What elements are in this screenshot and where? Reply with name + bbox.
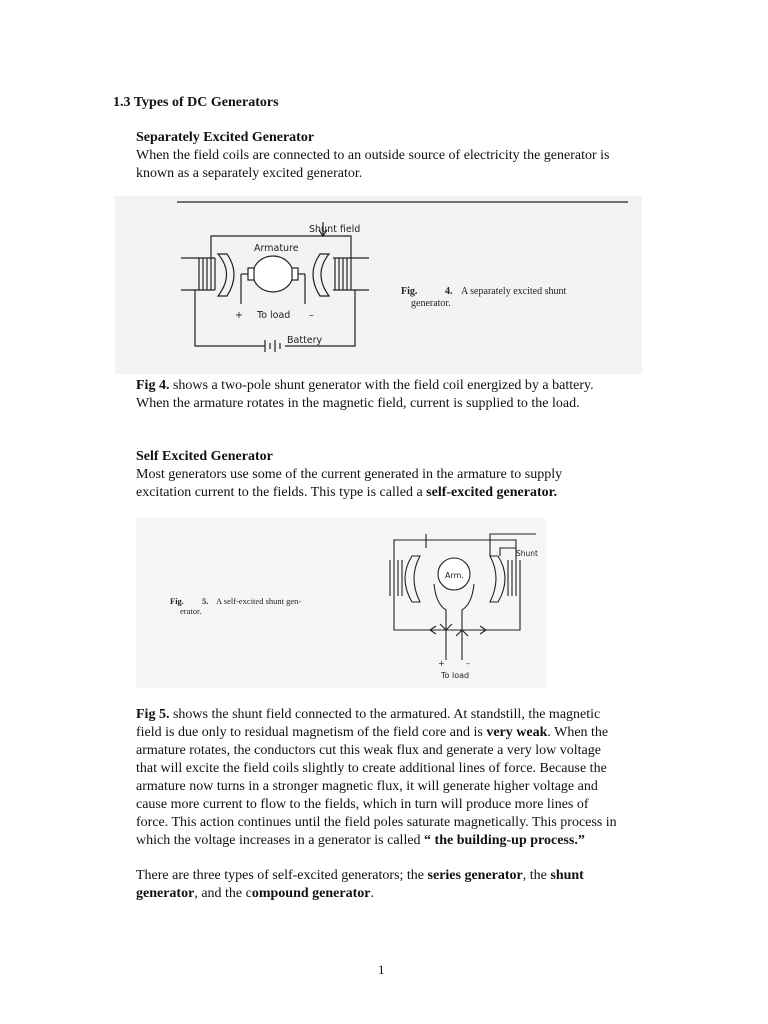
series-generator: series generator — [427, 868, 523, 883]
separately-excited-heading: Separately Excited Generator — [136, 130, 315, 145]
figure-4-separately-excited — [115, 196, 642, 374]
fig5-paragraph-line-7: force. This action continues until the field poles saturate magnetically. This process in — [136, 815, 617, 830]
fig5-paragraph-line-1 — [136, 706, 656, 724]
fig5-paragraph-line-5: armature now turns in a stronger magnetic flux, it will generate higher voltage and — [136, 779, 598, 794]
figure-5-caption-num: 5. — [202, 596, 209, 606]
separately-excited-text-1: When the field coils are connected to an outside source of electricity the generator is — [136, 148, 610, 163]
fig5-paragraph-line-4: that will excite the field coils slightly to create additional lines of force. Because the — [136, 761, 607, 776]
figure-5-caption-fig: Fig. — [170, 596, 184, 606]
minus-label-2: – — [466, 659, 470, 668]
fig5-line2-c: . When the — [547, 725, 609, 740]
types-l1-a: There are three types of self-excited generators; the — [136, 868, 428, 883]
plus-label-2: + — [438, 659, 445, 668]
minus-label: – — [309, 310, 314, 321]
types-l1-c: , the — [522, 868, 551, 883]
shunt-label: Shunt — [516, 549, 538, 558]
fig4-ref: Fig 4. — [136, 378, 170, 393]
shunt-field-label: Shunt field — [309, 224, 361, 235]
figure-4-caption-text: A separately excited shunt — [461, 286, 567, 297]
fig4-desc-text: shows a two-pole shunt generator with the field coil energized by a battery. — [169, 378, 594, 393]
shunt-word: shunt — [550, 868, 584, 883]
self-excited-text-1: Most generators use some of the current generated in the armature to supply — [136, 467, 563, 482]
armature-label: Armature — [254, 243, 299, 254]
figure-4-description-1 — [136, 377, 656, 395]
fig5-paragraph-line-3: armature rotates, the conductors cut this weak flux and generate a very low voltage — [136, 743, 601, 758]
figure-4-caption-fig: Fig. — [401, 286, 418, 297]
separately-excited-text-2: known as a separately excited generator. — [136, 166, 363, 181]
types-paragraph-line-1 — [136, 867, 656, 885]
generator-word: generator — [136, 886, 195, 901]
figure-5-caption-line2: erator. — [180, 606, 202, 616]
section-title: 1.3 Types of DC Generators — [113, 95, 279, 110]
page-number: 1 — [378, 962, 385, 977]
figure-4-caption-line2: generator. — [411, 298, 451, 309]
types-paragraph-line-2 — [136, 885, 656, 903]
fig5-line8-a: which the voltage increases in a generator is called — [136, 833, 425, 848]
self-excited-text-2a: excitation current to the fields. This type is called a — [136, 485, 427, 500]
arm-label: Arm. — [445, 571, 464, 580]
battery-label: Battery — [287, 335, 323, 346]
fig5-paragraph-line-2 — [136, 724, 656, 742]
fig5-line1-text: shows the shunt field connected to the armatured. At standstill, the magnetic — [169, 707, 601, 722]
building-up-process: “ the building-up process.” — [424, 833, 585, 848]
fig5-paragraph-line-6: cause more current to flow to the fields, which in turn will produce more lines of — [136, 797, 589, 812]
types-l2-b: , and the c — [194, 886, 252, 901]
plus-label: + — [235, 310, 243, 321]
fig5-very-weak: very weak — [486, 725, 548, 740]
figure-5-caption-text: A self-excited shunt gen- — [216, 596, 302, 606]
to-load-label: To load — [257, 310, 291, 321]
fig5-line2-a: field is due only to residual magnetism of the field core and is — [136, 725, 487, 740]
self-excited-term: self-excited generator. — [426, 485, 558, 500]
fig5-ref: Fig 5. — [136, 707, 170, 722]
self-excited-heading: Self Excited Generator — [136, 449, 273, 464]
figure-4-caption-num: 4. — [445, 286, 453, 297]
to-load-label-2: To load — [441, 671, 470, 680]
compound-generator: ompound generator — [251, 886, 371, 901]
figure-5-self-excited — [136, 518, 546, 688]
self-excited-text-2 — [136, 484, 656, 502]
figure-4-description-2: When the armature rotates in the magnetic field, current is supplied to the load. — [136, 396, 580, 411]
types-l2-d: . — [370, 886, 374, 901]
fig5-paragraph-line-8 — [136, 832, 656, 850]
